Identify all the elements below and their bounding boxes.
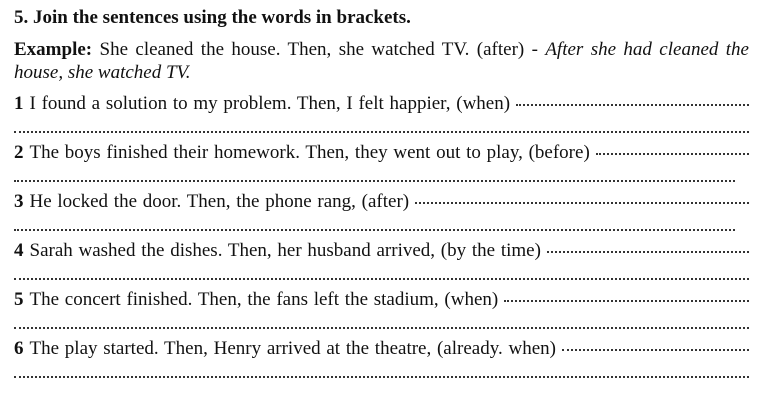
question-number: 6 (14, 338, 24, 359)
exercise-heading: 5. Join the sentences using the words in brackets. (14, 7, 411, 28)
answer-blank[interactable] (596, 153, 749, 155)
answer-blank[interactable] (547, 251, 749, 253)
question-text: The boys finished their homework. Then, they went out to play, (before) (29, 142, 590, 163)
exercise-item-6 (14, 337, 749, 386)
question-line (14, 239, 749, 263)
question-number: 5 (14, 289, 24, 310)
exercise-item-4 (14, 239, 749, 288)
exercise-item-5 (14, 288, 749, 337)
example-label: Example: (14, 39, 93, 60)
question-text: I found a solution to my problem. Then, I felt happier, (when) (29, 93, 511, 114)
answer-line[interactable] (14, 165, 749, 190)
dotted-line (14, 131, 749, 133)
question-number: 3 (14, 191, 24, 212)
question-text: Sarah washed the dishes. Then, her husband arrived, (by the time) (29, 240, 541, 261)
question-line (14, 288, 749, 312)
dotted-line (14, 327, 749, 329)
dotted-line (14, 376, 749, 378)
answer-line[interactable] (14, 214, 749, 239)
dotted-line (14, 180, 735, 182)
question-text: The play started. Then, Henry arrived at the theatre, (already. when) (29, 338, 556, 359)
question-text: The concert finished. Then, the fans left the stadium, (when) (29, 289, 499, 310)
example-answer: After she had cleaned the house, she watched TV. (14, 39, 749, 83)
answer-blank[interactable] (516, 104, 749, 106)
question-line (14, 92, 749, 116)
answer-line[interactable] (14, 312, 749, 337)
exercise-item-2 (14, 141, 749, 190)
exercise-item-3 (14, 190, 749, 239)
question-number: 2 (14, 142, 24, 163)
example-sentence: She cleaned the house. Then, she watched TV. (after) - (99, 39, 538, 60)
answer-blank[interactable] (562, 349, 749, 351)
dotted-line (14, 229, 735, 231)
answer-blank[interactable] (504, 300, 749, 302)
answer-line[interactable] (14, 361, 749, 386)
answer-line[interactable] (14, 116, 749, 141)
question-number: 1 (14, 93, 24, 114)
example-block (14, 38, 749, 84)
answer-line[interactable] (14, 263, 749, 288)
dotted-line (14, 278, 749, 280)
answer-blank[interactable] (415, 202, 749, 204)
question-line (14, 141, 749, 165)
question-number: 4 (14, 240, 24, 261)
question-line (14, 337, 749, 361)
question-text: He locked the door. Then, the phone rang, (after) (29, 191, 410, 212)
question-line (14, 190, 749, 214)
exercise-item-1 (14, 92, 749, 141)
